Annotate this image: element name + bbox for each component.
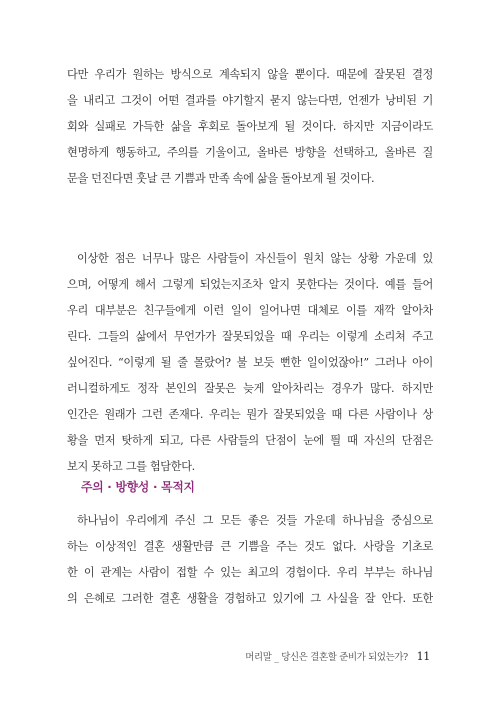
text-line: 하나님이 우리에게 주신 그 모든 좋은 것들 가운데 하나님을 중심으로 — [77, 514, 433, 527]
text-line: 하는 이상적인 결혼 생활만큼 큰 기쁨을 주는 것도 없다. 사랑을 기초로 — [67, 540, 433, 553]
text-line: 문을 던진다면 훗날 큰 기쁨과 만족 속에 삶을 돌아보게 될 것이다. — [67, 172, 375, 185]
text-line: 러니컬하게도 정작 본인의 잘못은 늦게 알아차리는 경우가 많다. 하지만 — [67, 382, 433, 395]
text-line: 이상한 점은 너무나 많은 사람들이 자신들이 원치 않는 상황 가운데 있 — [77, 252, 433, 265]
text-line: 황을 먼저 탓하게 되고, 다른 사람들의 단점이 눈에 띌 때 자신의 단점은 — [67, 434, 433, 447]
paragraph-1 — [67, 62, 433, 192]
paragraph-2 — [67, 246, 433, 480]
text-line: 으며, 어떻게 해서 그렇게 되었는지조차 알지 못한다는 것이다. 예를 들어 — [67, 278, 433, 291]
section-heading: 주의 · 방향성 · 목적지 — [81, 480, 195, 494]
page-number: 11 — [416, 650, 430, 663]
text-line: 보지 못하고 그를 험담한다. — [67, 460, 195, 473]
page-footer — [245, 649, 430, 663]
text-line: 회와 실패로 가득한 삶을 후회로 돌아보게 될 것이다. 하지만 지금이라도 — [67, 120, 433, 133]
text-line: 의 은혜로 그러한 결혼 생활을 경험하고 있기에 그 사실을 잘 안다. 또한 — [67, 592, 433, 605]
text-line: 현명하게 행동하고, 주의를 기울이고, 올바른 방향을 선택하고, 올바른 질 — [67, 146, 433, 159]
text-line: 싶어진다. “이렇게 될 줄 몰랐어? 불 보듯 뻔한 일이었잖아!” 그러나 아이 — [67, 356, 433, 369]
text-line: 을 내리고 그것이 어떤 결과를 야기할지 묻지 않는다면, 언젠가 낭비된 기 — [67, 94, 433, 107]
running-title: 머리말 _ 당신은 결혼할 준비가 되었는가? — [245, 652, 408, 663]
text-line: 인간은 원래가 그런 존재다. 우리는 뭔가 잘못되었을 때 다른 사람이나 상 — [67, 408, 433, 421]
text-line: 다만 우리가 원하는 방식으로 계속되지 않을 뿐이다. 때문에 잘못된 결정 — [67, 68, 433, 81]
text-line: 우리 대부분은 친구들에게 이런 일이 일어나면 대체로 이를 재깍 알아차 — [67, 304, 433, 317]
text-line: 린다. 그들의 삶에서 무언가가 잘못되었을 때 우리는 이렇게 소리쳐 주고 — [67, 330, 433, 343]
paragraph-3 — [67, 508, 433, 612]
text-line: 한 이 관계는 사람이 접할 수 있는 최고의 경험이다. 우리 부부는 하나님 — [67, 566, 433, 579]
